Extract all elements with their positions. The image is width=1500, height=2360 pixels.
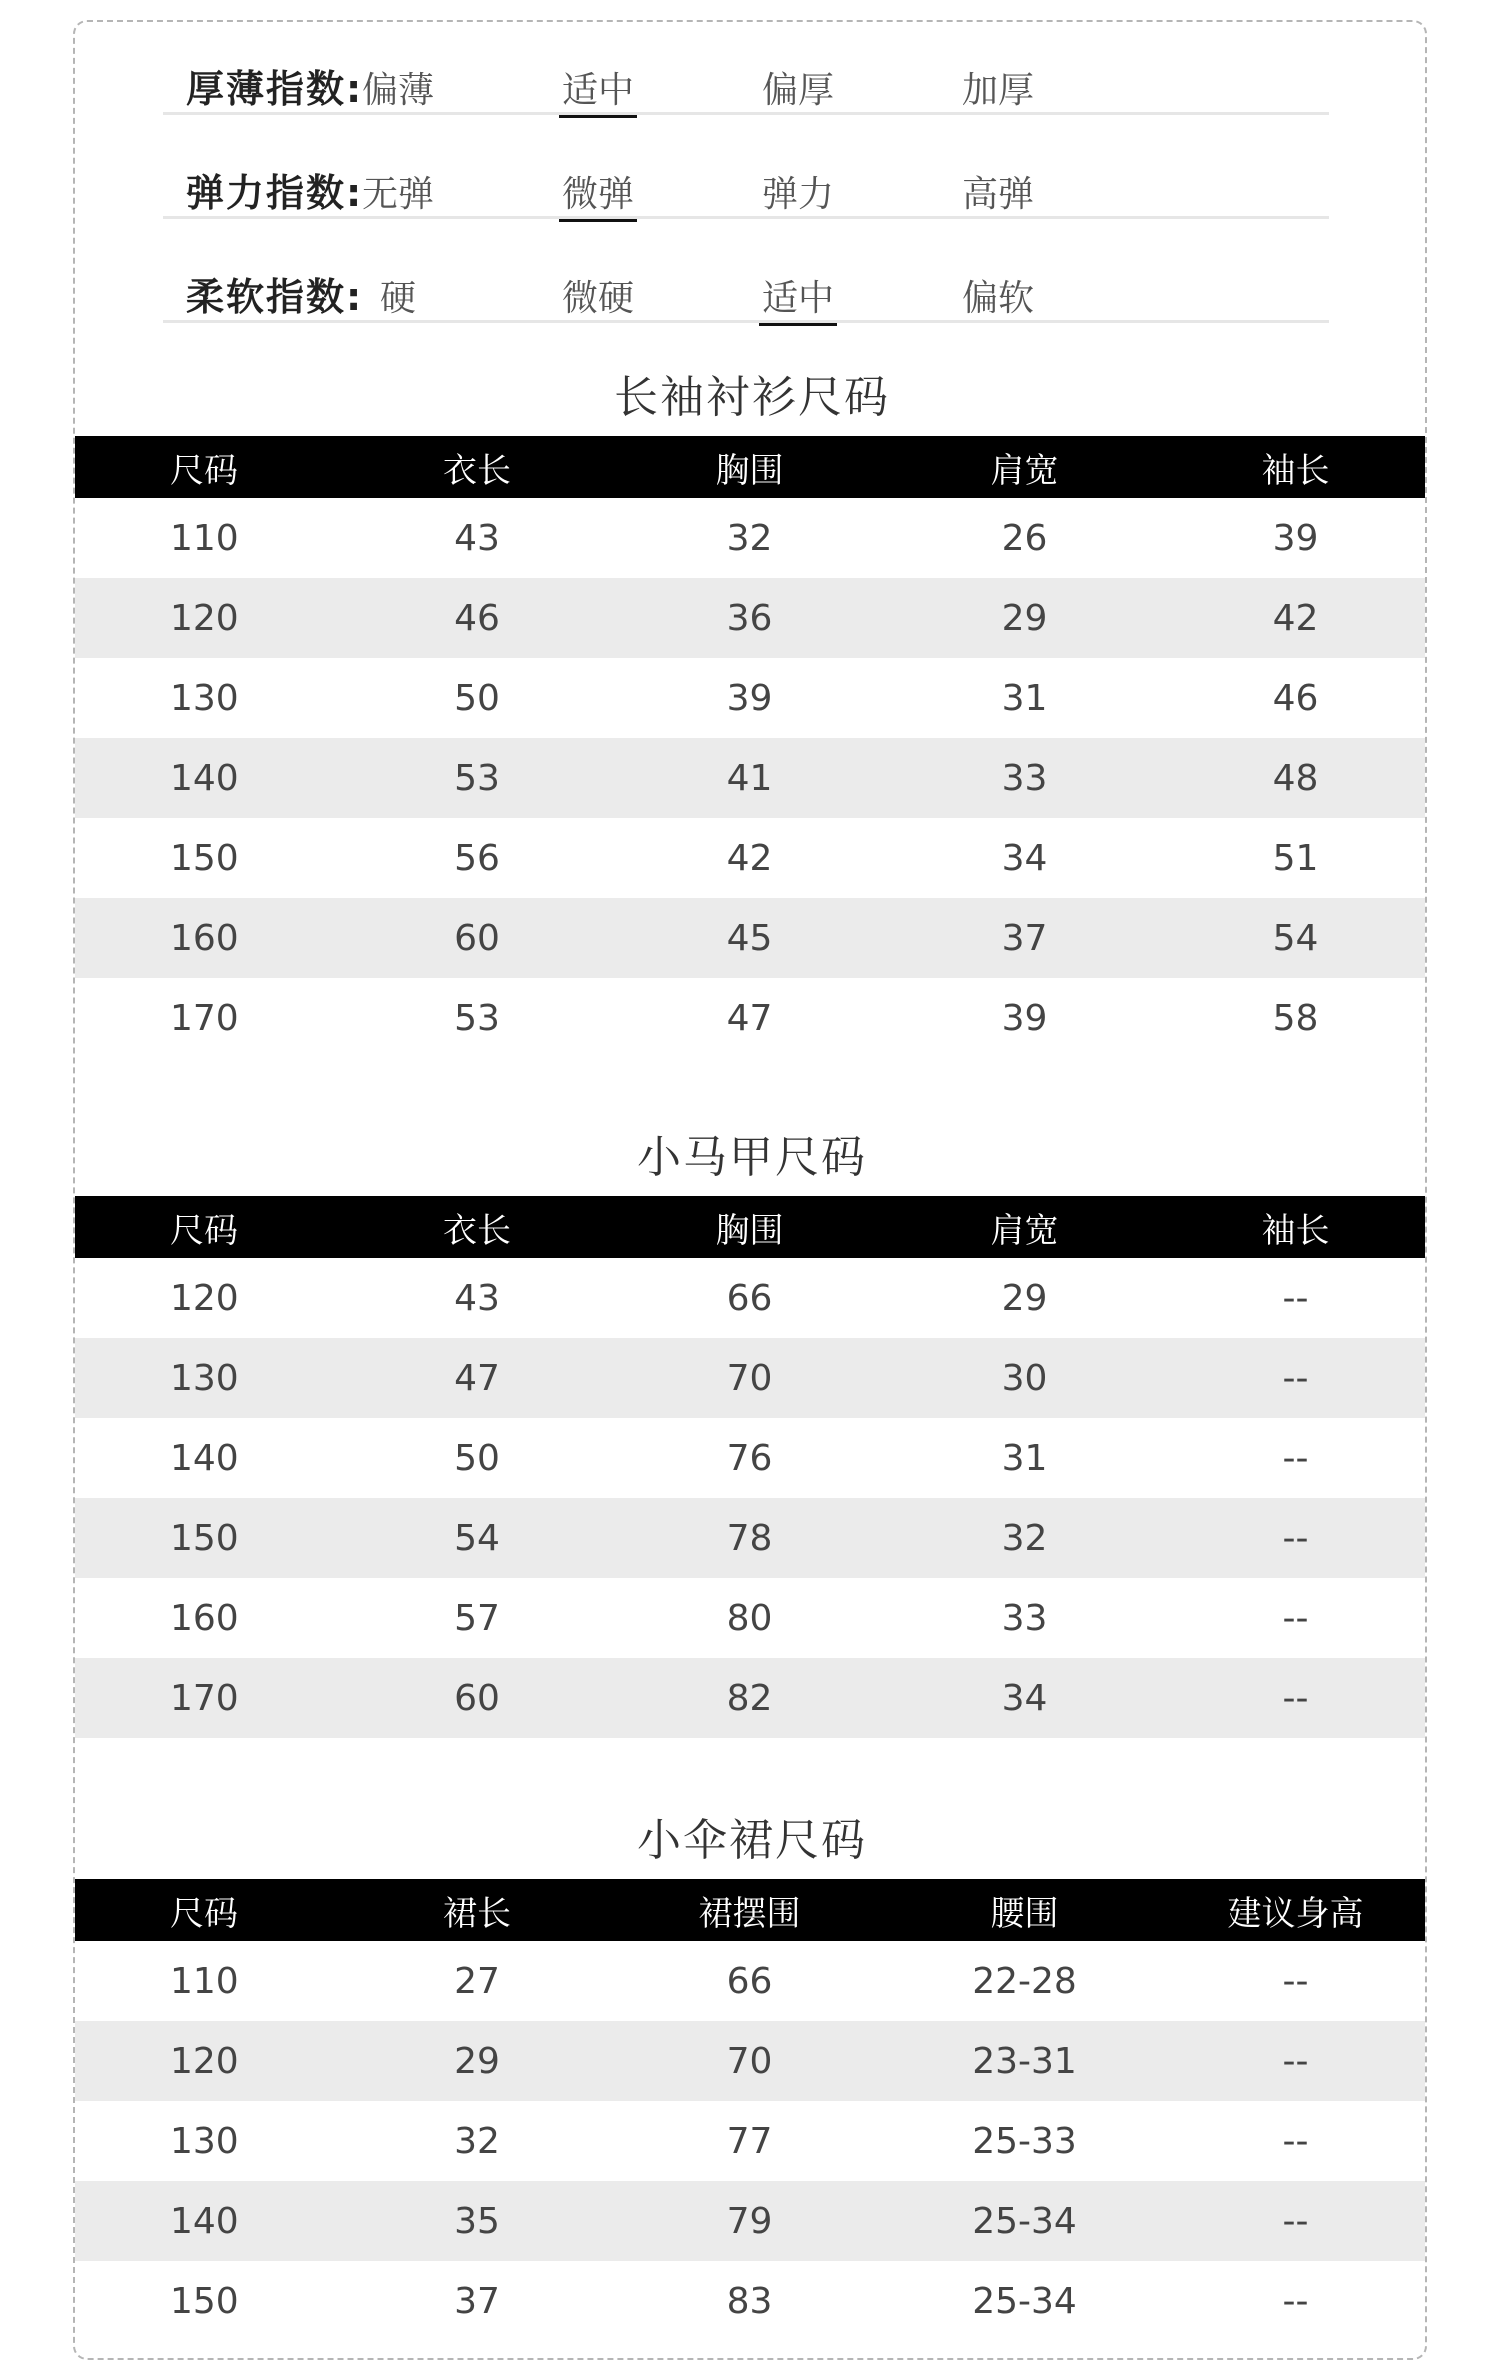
table-cell: 32 [726,517,773,559]
table-cell: 66 [726,1960,773,2002]
header-cell: 肩宽 [990,450,1059,491]
shirt-size-section [75,360,1427,1058]
divider [163,320,1329,323]
table-cell: 130 [170,2120,239,2162]
table-cell: 76 [726,1437,773,1479]
table-row [75,898,1427,978]
index-option: 弹力 [761,174,834,215]
table-cell: 120 [170,2040,239,2082]
table-row [75,1658,1427,1738]
table-cell: 51 [1272,837,1319,879]
table-cell: 31 [1001,1437,1048,1479]
header-cell: 裙摆围 [698,1893,801,1934]
table-cell: 70 [726,1357,773,1399]
header-cell: 尺码 [170,450,238,491]
table-cell: 50 [454,1437,500,1479]
header-cell: 尺码 [170,1893,238,1934]
section-title: 长袖衬衫尺码 [614,372,890,423]
table-row [75,978,1427,1058]
table-row [75,2261,1427,2341]
table-cell: -- [1282,1597,1309,1639]
table-cell: 80 [726,1597,773,1639]
index-option: 高弹 [961,174,1034,215]
header-cell: 裙长 [443,1893,511,1934]
table-cell: 46 [1272,677,1319,719]
table-cell: 60 [454,1677,500,1719]
header-cell: 袖长 [1261,450,1330,491]
table-cell: 36 [726,597,773,639]
table-row [75,2181,1427,2261]
table-cell: 43 [454,1277,500,1319]
table-cell: 66 [726,1277,773,1319]
table-cell: 33 [1001,757,1048,799]
table-cell: 29 [454,2040,500,2082]
table-cell: 130 [170,677,239,719]
table-cell: -- [1282,2280,1309,2322]
index-option-selected: 适中 [538,62,658,113]
table-cell: 53 [454,757,500,799]
table-cell: -- [1282,1677,1309,1719]
table-cell: 54 [1272,917,1319,959]
table-row [75,658,1427,738]
table-cell: 30 [1001,1357,1048,1399]
table-row [75,1258,1427,1338]
size-chart-card [73,20,1427,2360]
index-option: 微硬 [561,278,634,319]
header-cell: 衣长 [443,450,511,491]
table-header [75,1196,1427,1258]
table-header [75,436,1427,498]
table-cell: 120 [170,597,239,639]
table-cell: 42 [726,837,773,879]
table-row [75,1418,1427,1498]
header-cell: 胸围 [715,450,784,491]
index-option: 偏薄 [361,70,434,111]
table-cell: 37 [454,2280,500,2322]
table-header [75,1879,1427,1941]
table-cell: 29 [1001,597,1048,639]
table-cell: 54 [454,1517,500,1559]
table-row [75,1338,1427,1418]
table-cell: 70 [726,2040,773,2082]
table-cell: -- [1282,1437,1309,1479]
table-cell: 150 [170,837,239,879]
index-option: 无弹 [361,174,434,215]
section-title: 小马甲尺码 [637,1132,867,1183]
table-cell: -- [1282,2120,1309,2162]
table-cell: 160 [170,917,239,959]
table-cell: 170 [170,997,239,1039]
table-cell: 47 [454,1357,500,1399]
table-cell: 34 [1001,1677,1048,1719]
index-option: 加厚 [961,70,1034,111]
table-cell: 43 [454,517,500,559]
table-cell: 130 [170,1357,239,1399]
table-cell: 39 [726,677,773,719]
table-cell: 32 [1001,1517,1048,1559]
table-cell: 39 [1001,997,1048,1039]
table-cell: 53 [454,997,500,1039]
table-row [75,818,1427,898]
header-cell: 腰围 [990,1893,1059,1934]
header-cell: 袖长 [1261,1210,1330,1251]
table-cell: 120 [170,1277,239,1319]
table-cell: 35 [454,2200,500,2242]
table-cell: 140 [170,757,239,799]
table-cell: 27 [454,1960,500,2002]
table-row [75,578,1427,658]
table-row [75,2101,1427,2181]
table-cell: 170 [170,1677,239,1719]
index-row-softness [163,230,1329,334]
table-cell: 37 [1001,917,1048,959]
table-cell: 45 [726,917,773,959]
table-cell: 25-34 [972,2200,1077,2242]
table-cell: 42 [1272,597,1319,639]
table-cell: -- [1282,1357,1309,1399]
table-cell: 41 [726,757,773,799]
table-cell: 150 [170,2280,239,2322]
index-option-selected: 适中 [738,270,858,321]
table-cell: -- [1282,2040,1309,2082]
table-cell: 25-34 [972,2280,1077,2322]
table-cell: 60 [454,917,500,959]
table-cell: 83 [726,2280,773,2322]
table-cell: -- [1282,1277,1309,1319]
table-row [75,1941,1427,2021]
header-cell: 胸围 [715,1210,784,1251]
table-cell: -- [1282,2200,1309,2242]
table-cell: 39 [1272,517,1319,559]
index-option: 偏软 [961,278,1034,319]
table-row [75,1578,1427,1658]
vest-size-section [75,1120,1427,1738]
table-cell: 58 [1272,997,1319,1039]
header-cell: 尺码 [170,1210,238,1251]
table-row [75,738,1427,818]
table-cell: 160 [170,1597,239,1639]
table-cell: -- [1282,1960,1309,2002]
table-cell: 29 [1001,1277,1048,1319]
table-cell: 110 [170,1960,239,2002]
table-cell: 50 [454,677,500,719]
table-cell: 79 [726,2200,773,2242]
table-cell: 34 [1001,837,1048,879]
table-cell: 23-31 [972,2040,1077,2082]
table-cell: 33 [1001,1597,1048,1639]
index-row-elasticity [163,126,1329,230]
table-row [75,498,1427,578]
header-cell: 建议身高 [1227,1893,1364,1934]
table-row [75,1498,1427,1578]
header-cell: 肩宽 [990,1210,1059,1251]
section-title: 小伞裙尺码 [637,1815,867,1866]
table-cell: 77 [726,2120,773,2162]
index-label: 弹力指数: [186,171,364,215]
table-cell: 78 [726,1517,773,1559]
table-cell: 57 [454,1597,500,1639]
skirt-size-section [75,1803,1427,2341]
index-label: 厚薄指数: [186,67,364,111]
table-cell: 150 [170,1517,239,1559]
index-label: 柔软指数: [186,275,364,319]
table-cell: 140 [170,2200,239,2242]
table-cell: 26 [1001,517,1048,559]
divider [163,216,1329,219]
divider [163,112,1329,115]
table-cell: 56 [454,837,500,879]
table-cell: 46 [454,597,500,639]
header-cell: 衣长 [443,1210,511,1251]
table-cell: 82 [726,1677,773,1719]
index-option-selected: 微弹 [538,166,658,217]
table-cell: 47 [726,997,773,1039]
index-row-thickness [163,22,1329,126]
table-cell: 22-28 [972,1960,1077,2002]
table-cell: 25-33 [972,2120,1077,2162]
table-cell: 32 [454,2120,500,2162]
fabric-indices [163,22,1329,334]
table-cell: 31 [1001,677,1048,719]
table-cell: 48 [1272,757,1319,799]
index-option: 硬 [379,278,416,319]
table-cell: 110 [170,517,239,559]
table-cell: -- [1282,1517,1309,1559]
table-row [75,2021,1427,2101]
table-cell: 140 [170,1437,239,1479]
index-option: 偏厚 [761,70,834,111]
